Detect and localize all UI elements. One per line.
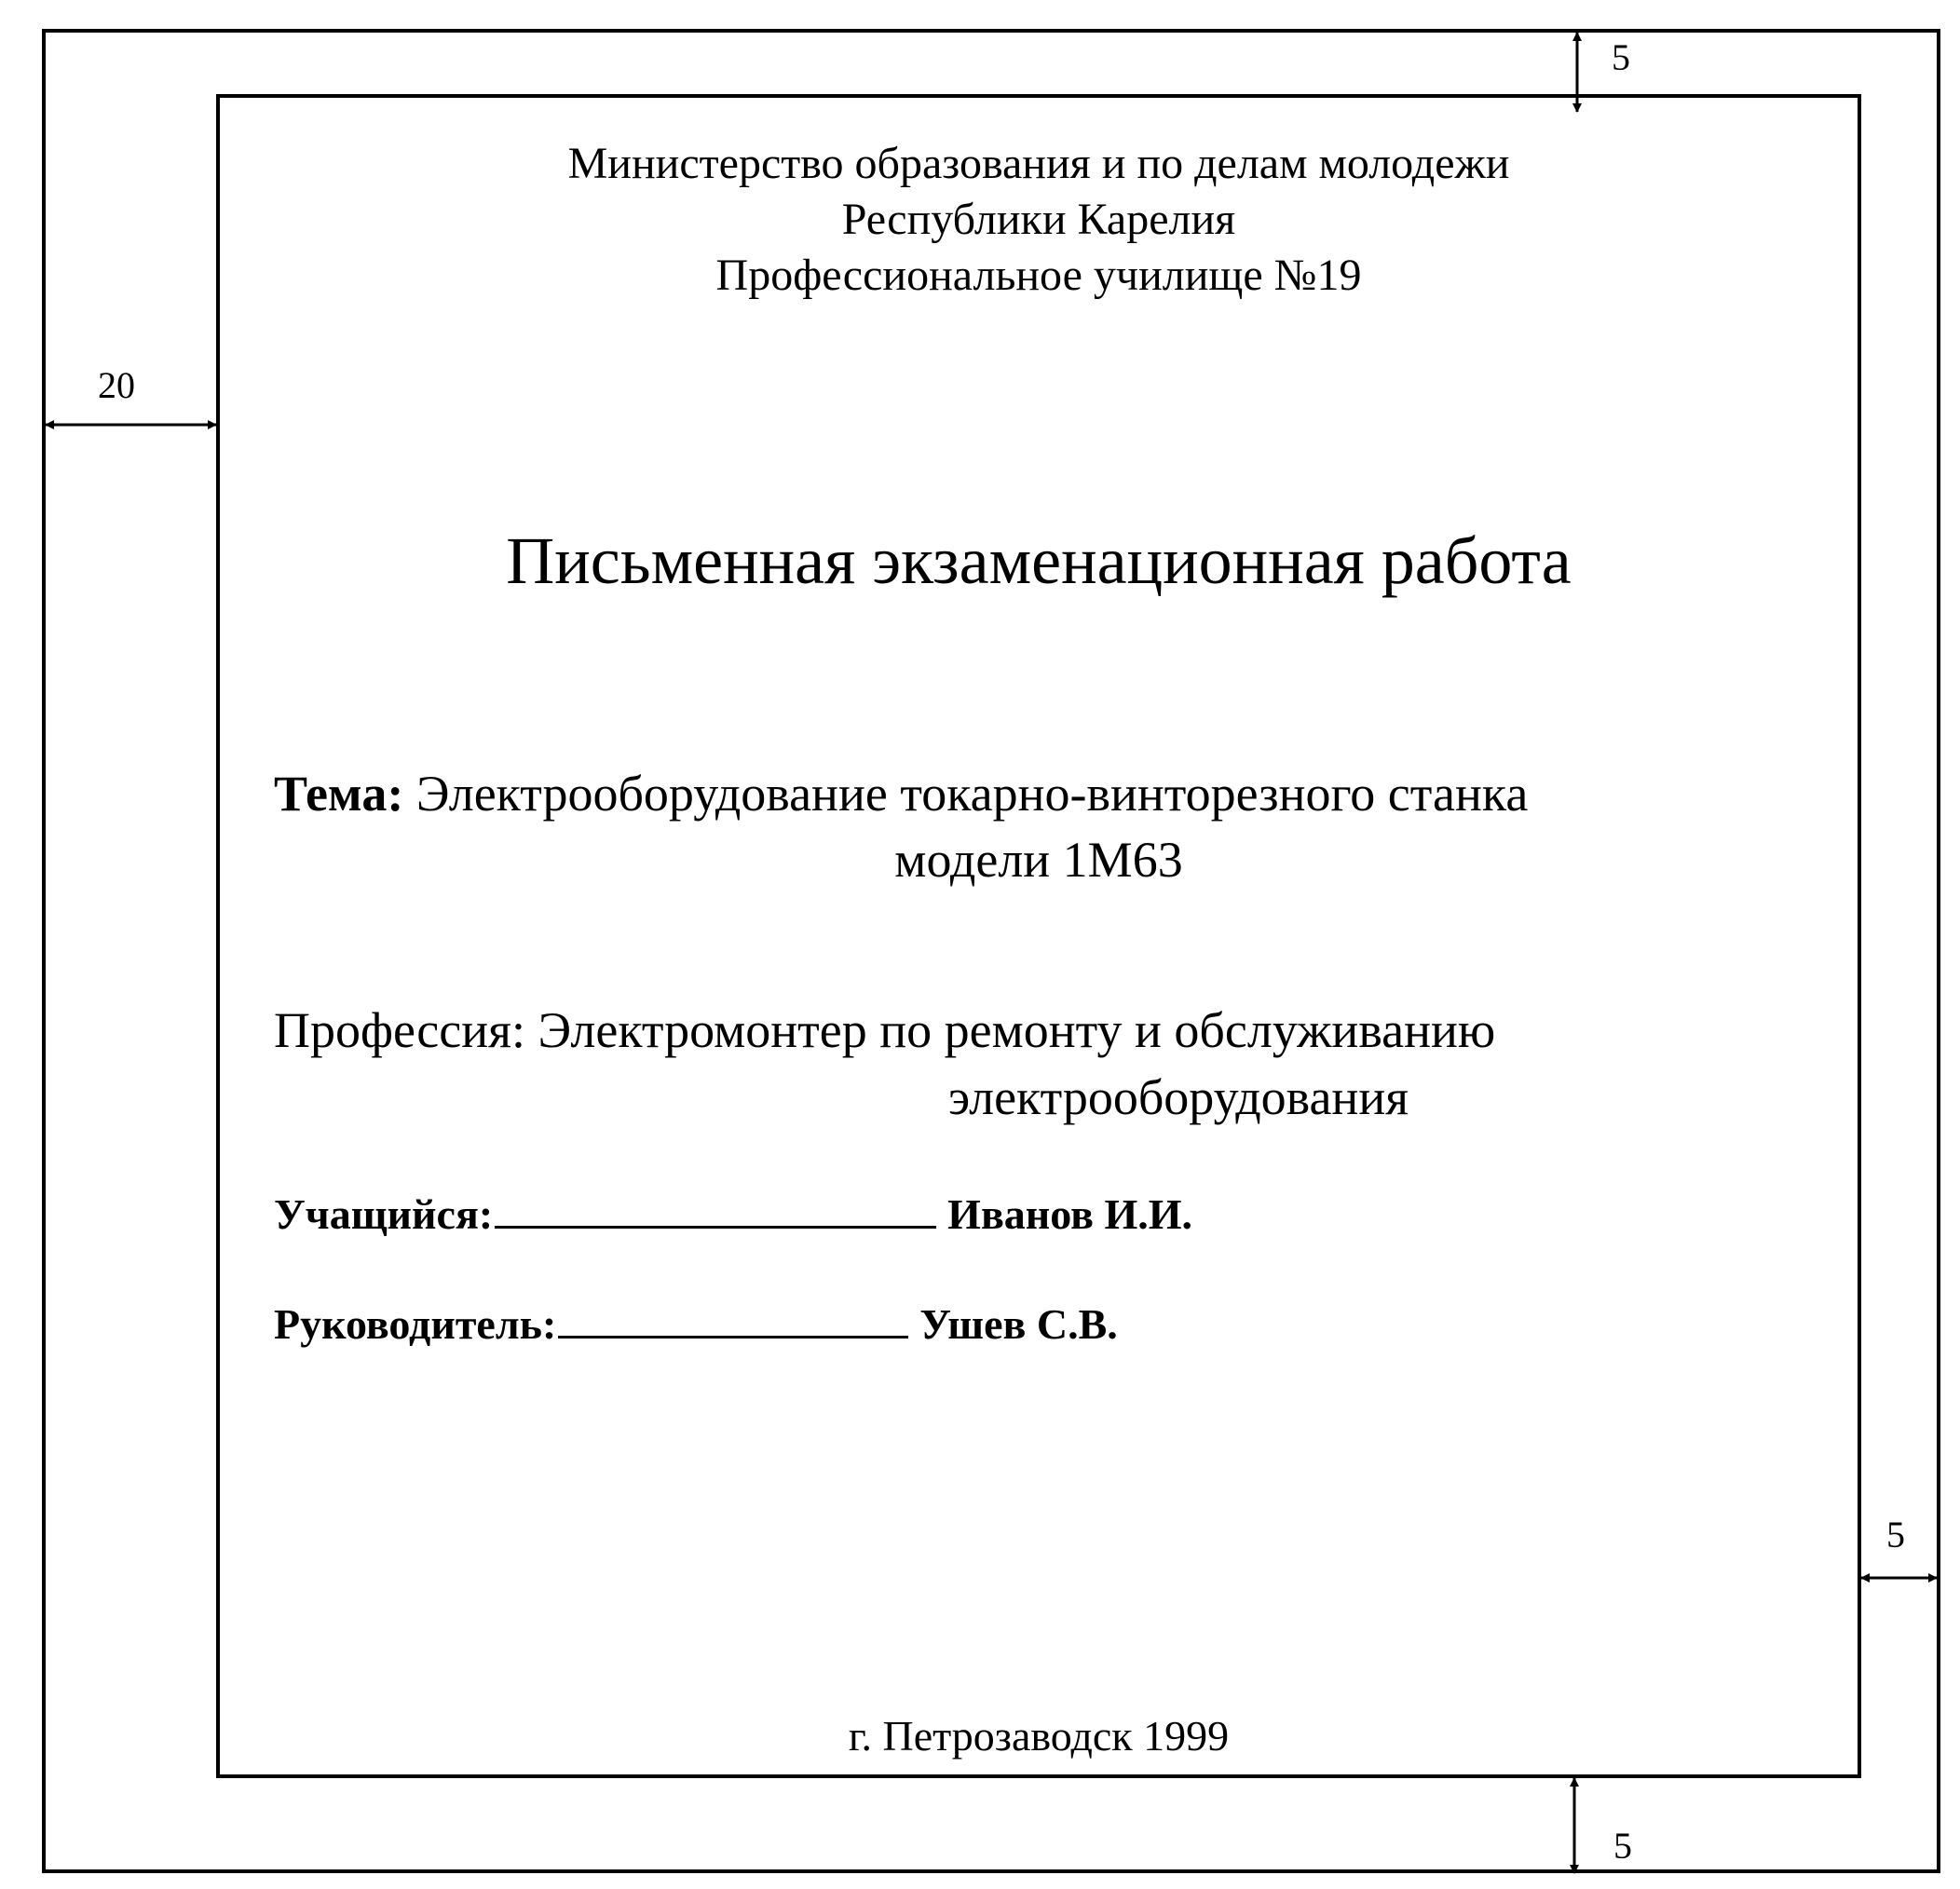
ministry-line: Министерство образования и по делам молодежи xyxy=(567,139,1510,188)
left-margin-label: 20 xyxy=(98,364,135,406)
document-title: Письменная экзаменационная работа xyxy=(506,523,1572,598)
topic-text: Электрооборудование токарно-винторезного станка xyxy=(415,766,1529,822)
city-year-footer: г. Петрозаводск 1999 xyxy=(848,1712,1230,1760)
republic-line: Республики Карелия xyxy=(841,195,1236,244)
topic-text-continued: модели 1М63 xyxy=(894,832,1183,888)
bottom-margin-label: 5 xyxy=(1613,1825,1632,1867)
student-signature-row xyxy=(274,1183,1192,1243)
student-label: Учащийся: xyxy=(274,1190,494,1238)
supervisor-name: Ушев С.В. xyxy=(919,1300,1118,1348)
school-line: Профессиональное училище №19 xyxy=(715,251,1362,300)
top-margin-label: 5 xyxy=(1612,36,1630,78)
topic-line xyxy=(274,764,1528,823)
profession-text-continued: электрооборудования xyxy=(947,1069,1409,1125)
profession-line: Профессия: Электромонтер по ремонту и обслуживанию xyxy=(274,1002,1496,1058)
student-signature-line xyxy=(495,1183,936,1229)
right-margin-label: 5 xyxy=(1886,1514,1905,1556)
topic-label: Тема: xyxy=(274,766,404,822)
supervisor-label: Руководитель: xyxy=(274,1300,557,1348)
student-name: Иванов И.И. xyxy=(947,1190,1193,1238)
profession-line-continued xyxy=(216,1067,1861,1127)
supervisor-signature-row xyxy=(274,1293,1118,1352)
institution-header xyxy=(216,136,1861,304)
supervisor-signature-line xyxy=(558,1293,908,1339)
